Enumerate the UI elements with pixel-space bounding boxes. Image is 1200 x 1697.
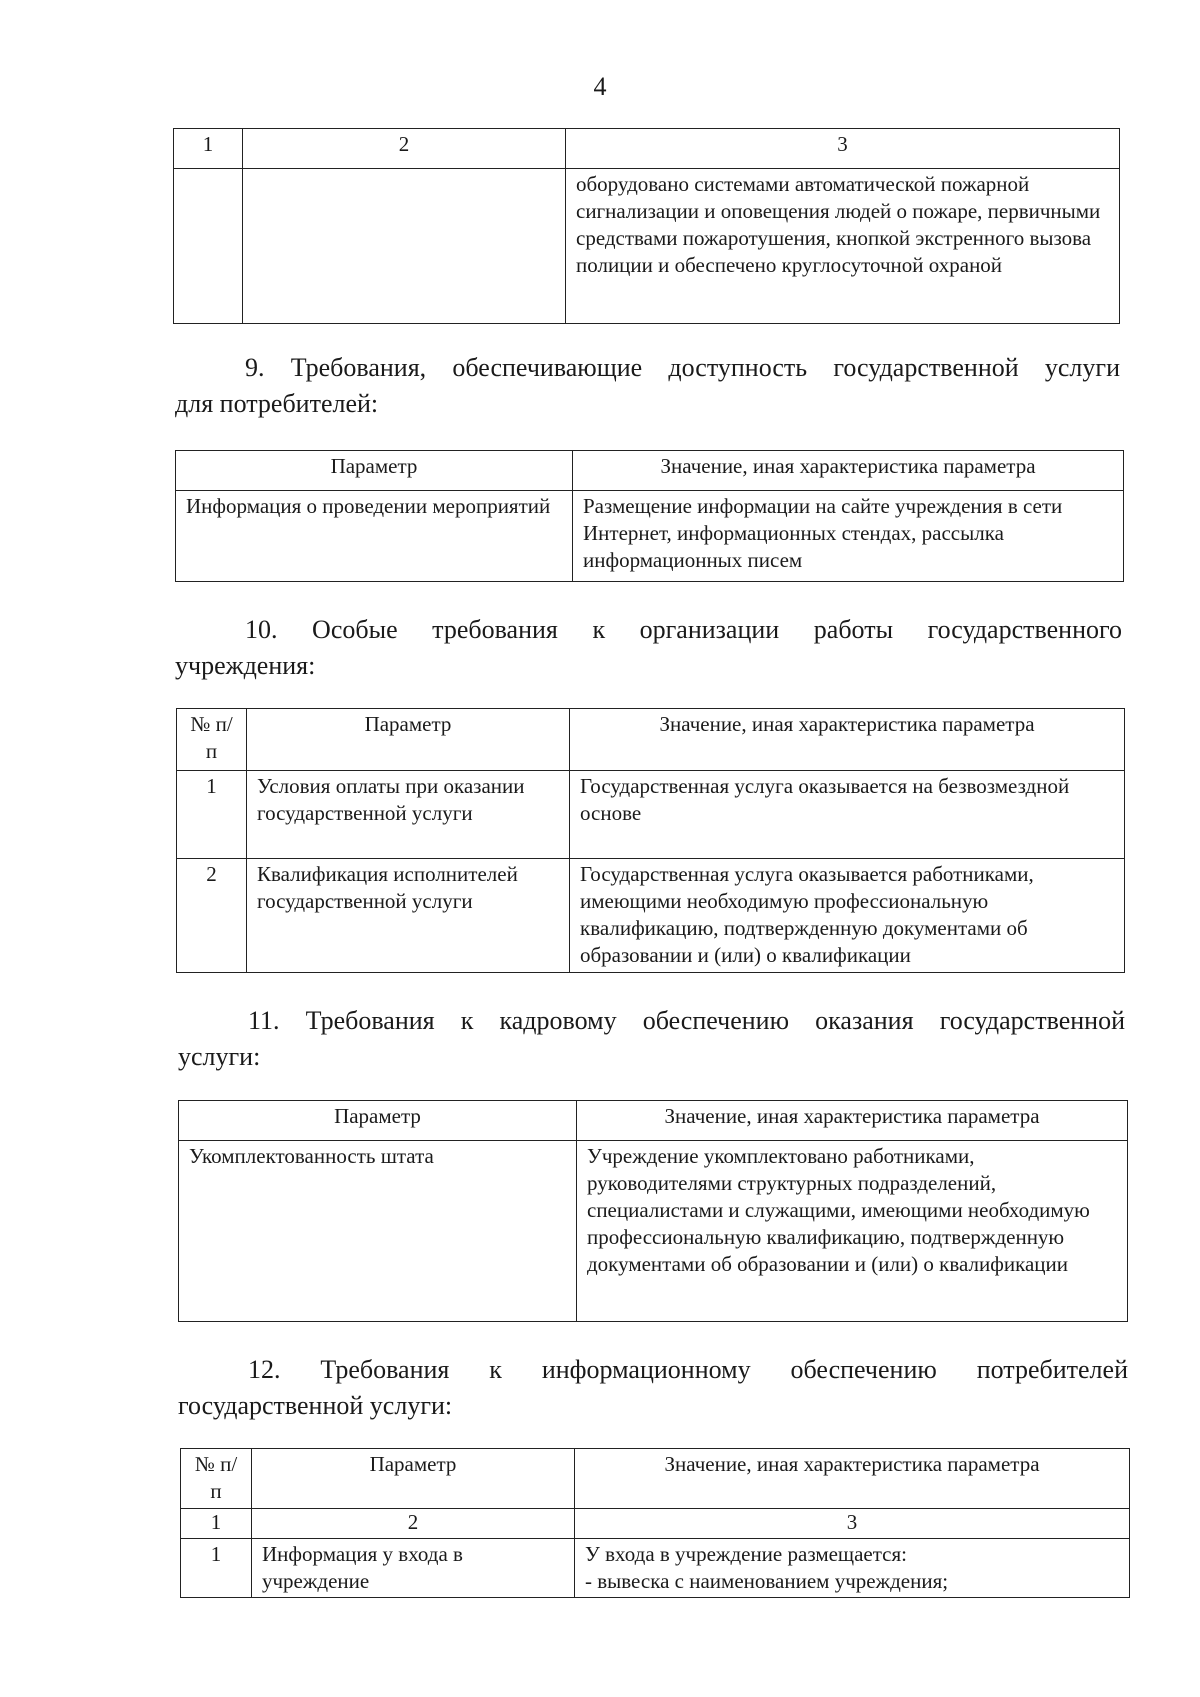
section-12-heading: 12. Требования к информационному обеспечению потребителей государственной услуги: xyxy=(178,1355,1128,1420)
table-row xyxy=(176,491,1124,582)
table-section-10 xyxy=(176,708,1125,973)
column-number: 1 xyxy=(181,1509,252,1539)
table-section-12 xyxy=(180,1448,1130,1598)
column-header: Значение, иная характеристика параметра xyxy=(575,1449,1130,1509)
column-numbering-row xyxy=(181,1509,1130,1539)
table-continuation xyxy=(173,128,1120,324)
table-cell: Государственная услуга оказывается работниками, имеющими необходимую профессиональную квалификацию, подтвержденную документами об образовании и (или) о квалификации xyxy=(570,859,1125,973)
column-number: 2 xyxy=(252,1509,575,1539)
table-cell: Укомплектованность штата xyxy=(179,1141,577,1322)
row-number: 2 xyxy=(177,859,247,973)
table-cell: Учреждение укомплектовано работниками, руководителями структурных подразделений, специалистами и служащими, имеющими необходимую профессиональную квалификацию, подтвержденную документами об образовании и (или) о квалификации xyxy=(577,1141,1128,1322)
table-cell xyxy=(575,1539,1130,1598)
column-header: Значение, иная характеристика параметра xyxy=(573,451,1124,491)
column-header: № п/п xyxy=(181,1449,252,1509)
table-header-row xyxy=(177,709,1125,771)
table-row xyxy=(179,1141,1128,1322)
table-cell: Квалификация исполнителей государственной услуги xyxy=(247,859,570,973)
column-header: 3 xyxy=(566,129,1120,169)
column-header: 2 xyxy=(243,129,566,169)
table-header-row xyxy=(181,1449,1130,1509)
column-header: Параметр xyxy=(179,1101,577,1141)
column-number: 3 xyxy=(575,1509,1130,1539)
table-header-row xyxy=(176,451,1124,491)
page-number: 4 xyxy=(593,72,607,101)
row-number: 1 xyxy=(181,1539,252,1598)
table-row xyxy=(177,859,1125,973)
section-9-heading: 9. Требования, обеспечивающие доступность государственной услуги для потребителей: xyxy=(175,353,1120,418)
table-header-row xyxy=(179,1101,1128,1141)
table-cell xyxy=(243,169,566,324)
table-header-row xyxy=(174,129,1120,169)
column-header: Значение, иная характеристика параметра xyxy=(570,709,1125,771)
table-section-9 xyxy=(175,450,1124,582)
column-header: 1 xyxy=(174,129,243,169)
table-cell: Условия оплаты при оказании государственной услуги xyxy=(247,771,570,859)
table-row xyxy=(177,771,1125,859)
cell-line: - вывеска с наименованием учреждения; xyxy=(585,1569,949,1593)
column-header: № п/п xyxy=(177,709,247,771)
section-11-heading: 11. Требования к кадровому обеспечению оказания государственной услуги: xyxy=(178,1006,1125,1071)
column-header: Параметр xyxy=(252,1449,575,1509)
column-header: Параметр xyxy=(247,709,570,771)
table-cell: оборудовано системами автоматической пожарной сигнализации и оповещения людей о пожаре, первичными средствами пожаротушения, кнопкой экстренного вызова полиции и обеспечено круглосуточной охраной xyxy=(566,169,1120,324)
table-section-11 xyxy=(178,1100,1128,1322)
table-row xyxy=(174,169,1120,324)
column-header: Значение, иная характеристика параметра xyxy=(577,1101,1128,1141)
section-10-heading: 10. Особые требования к организации работы государственного учреждения: xyxy=(175,615,1122,680)
table-cell: Информация у входа в учреждение xyxy=(252,1539,575,1598)
row-number: 1 xyxy=(177,771,247,859)
table-cell: Информация о проведении мероприятий xyxy=(176,491,573,582)
table-row xyxy=(181,1539,1130,1598)
column-header: Параметр xyxy=(176,451,573,491)
table-cell xyxy=(174,169,243,324)
cell-line: У входа в учреждение размещается: xyxy=(585,1542,907,1566)
table-cell: Размещение информации на сайте учреждения в сети Интернет, информационных стендах, рассылка информационных писем xyxy=(573,491,1124,582)
table-cell: Государственная услуга оказывается на безвозмездной основе xyxy=(570,771,1125,859)
